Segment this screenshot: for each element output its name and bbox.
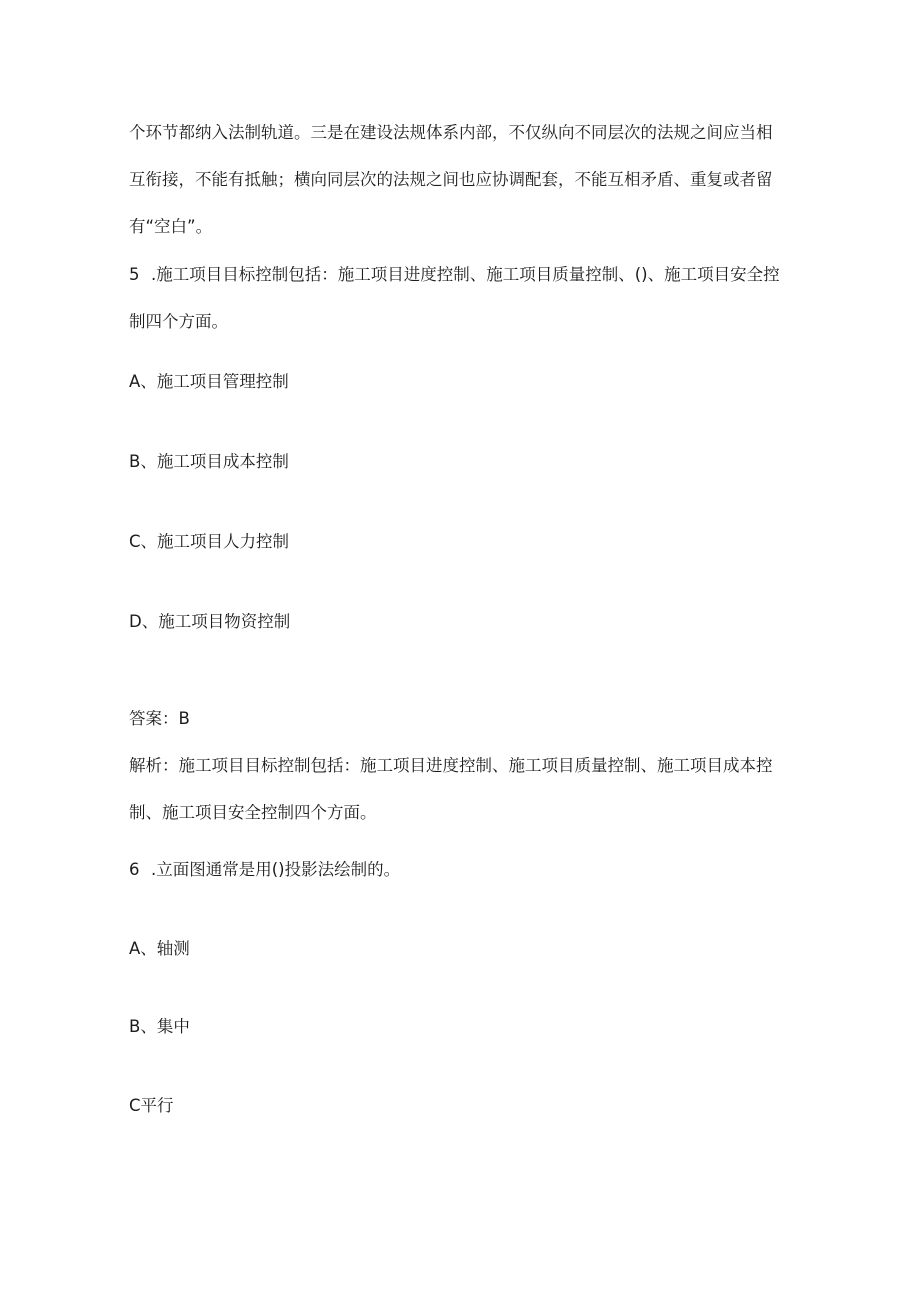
paragraph-line: 互衔接，不能有抵触；横向同层次的法规之间也应协调配套，不能互相矛盾、重复或者留 <box>129 170 773 189</box>
option-a: A、施工项目管理控制 <box>129 372 289 391</box>
option-b: B、施工项目成本控制 <box>129 452 289 471</box>
paragraph-line: 有“空白”。 <box>129 217 213 236</box>
option-d: D、施工项目物资控制 <box>129 612 291 631</box>
question-stem: .立面图通常是用()投影法绘制的。 <box>151 860 401 879</box>
question-number: 5 <box>129 265 140 284</box>
option-b: B、集中 <box>129 1017 190 1036</box>
question-stem: 制四个方面。 <box>129 312 228 331</box>
analysis-line: 制、施工项目安全控制四个方面。 <box>129 803 377 822</box>
option-a: A、轴测 <box>129 939 190 958</box>
option-c: C平行 <box>129 1096 174 1115</box>
question-number: 6 <box>129 860 140 879</box>
paragraph-line: 个环节都纳入法制轨道。三是在建设法规体系内部，不仅纵向不同层次的法规之间应当相 <box>129 123 773 142</box>
question-stem: .施工项目目标控制包括：施工项目进度控制、施工项目质量控制、()、施工项目安全控 <box>151 265 780 284</box>
answer: 答案：B <box>129 709 190 728</box>
option-c: C、施工项目人力控制 <box>129 532 290 551</box>
analysis-line: 解析：施工项目目标控制包括：施工项目进度控制、施工项目质量控制、施工项目成本控 <box>129 756 773 775</box>
